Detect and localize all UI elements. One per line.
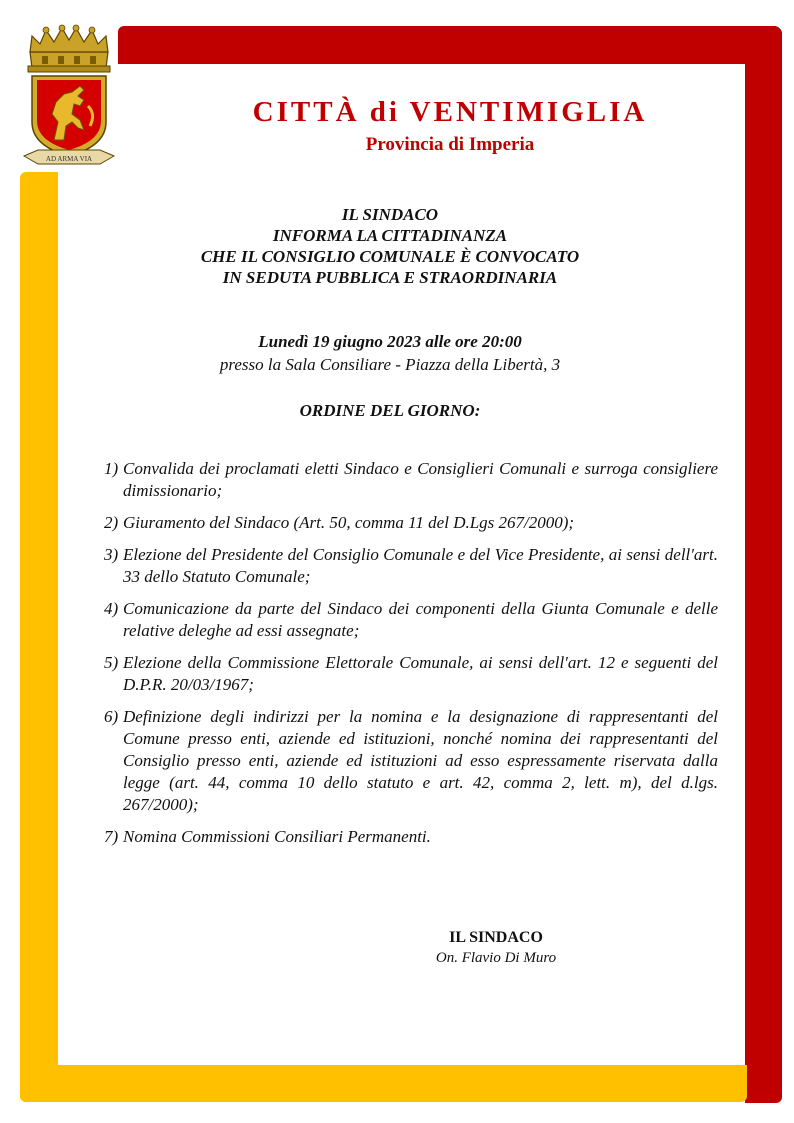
signature-name: On. Flavio Di Muro	[435, 950, 557, 966]
agenda-item-number: 4)	[104, 599, 119, 618]
agenda-list	[104, 458, 718, 858]
header	[180, 94, 720, 158]
agenda-item-number: 5)	[104, 653, 119, 672]
signature-block	[396, 928, 596, 968]
city-title: CITTÀ di VENTIMIGLIA	[252, 96, 648, 128]
agenda-item-text: Nomina Commissioni Consiliari Permanenti.	[123, 827, 431, 846]
agenda-item	[104, 598, 718, 642]
agenda-item-number: 3)	[104, 545, 119, 564]
agenda-heading: ORDINE DEL GIORNO:	[299, 401, 481, 420]
meeting-location: presso la Sala Consiliare - Piazza della Libertà, 3	[219, 355, 561, 374]
agenda-item	[104, 706, 718, 816]
agenda-item-text: Elezione del Presidente del Consiglio Comunale e del Vice Presidente, ai sensi dell'art. 33 dello Statuto Comunale;	[123, 545, 718, 586]
meeting-datetime: Lunedì 19 giugno 2023 alle ore 20:00	[258, 332, 522, 351]
announcement-block	[100, 204, 680, 288]
province-subtitle: Provincia di Imperia	[365, 134, 535, 155]
agenda-item-text: Convalida dei proclamati eletti Sindaco e Consiglieri Comunali e surroga consigliere dimissionario;	[123, 459, 718, 500]
svg-text:AD ARMA VIA: AD ARMA VIA	[45, 155, 93, 163]
announcement-line: IL SINDACO	[341, 205, 439, 224]
agenda-item	[104, 826, 718, 848]
agenda-item-text: Definizione degli indirizzi per la nomina e la designazione di rappresentanti del Comune presso enti, aziende ed istituzioni, nonché nomina dei rappresentanti del Consiglio presso enti, aziende ed istituzioni ad esso espressamente riservata dalla legge (art. 44, comma 10 dello statuto e art. 42, comma 2, lett. m), del d.lgs. 267/2000);	[123, 707, 718, 814]
agenda-item	[104, 512, 718, 534]
announcement-line: CHE IL CONSIGLIO COMUNALE È CONVOCATO	[200, 247, 580, 266]
signature-title: IL SINDACO	[449, 929, 543, 946]
crown-icon	[28, 25, 110, 72]
yellow-frame-left	[20, 172, 58, 1102]
red-frame-right	[745, 26, 782, 1103]
agenda-item	[104, 652, 718, 696]
agenda-item-number: 1)	[104, 459, 119, 478]
agenda-item-number: 6)	[104, 707, 119, 726]
agenda-item	[104, 544, 718, 588]
announcement-line: IN SEDUTA PUBBLICA E STRAORDINARIA	[222, 268, 558, 287]
announcement-line: INFORMA LA CITTADINANZA	[272, 226, 508, 245]
agenda-item-text: Elezione della Commissione Elettorale Comunale, ai sensi dell'art. 12 e seguenti del D.P.R. 20/03/1967;	[123, 653, 718, 694]
red-frame-top	[118, 26, 782, 64]
agenda-item-number: 7)	[104, 827, 119, 846]
agenda-item-text: Giuramento del Sindaco (Art. 50, comma 11 del D.Lgs 267/2000);	[123, 513, 575, 532]
agenda-item	[104, 458, 718, 502]
meeting-info	[100, 330, 680, 376]
agenda-item-text: Comunicazione da parte del Sindaco dei componenti della Giunta Comunale e delle relative deleghe ad essi assegnate;	[123, 599, 718, 640]
coat-of-arms-icon	[18, 22, 120, 168]
agenda-item-number: 2)	[104, 513, 119, 532]
yellow-frame-bottom	[20, 1065, 747, 1102]
